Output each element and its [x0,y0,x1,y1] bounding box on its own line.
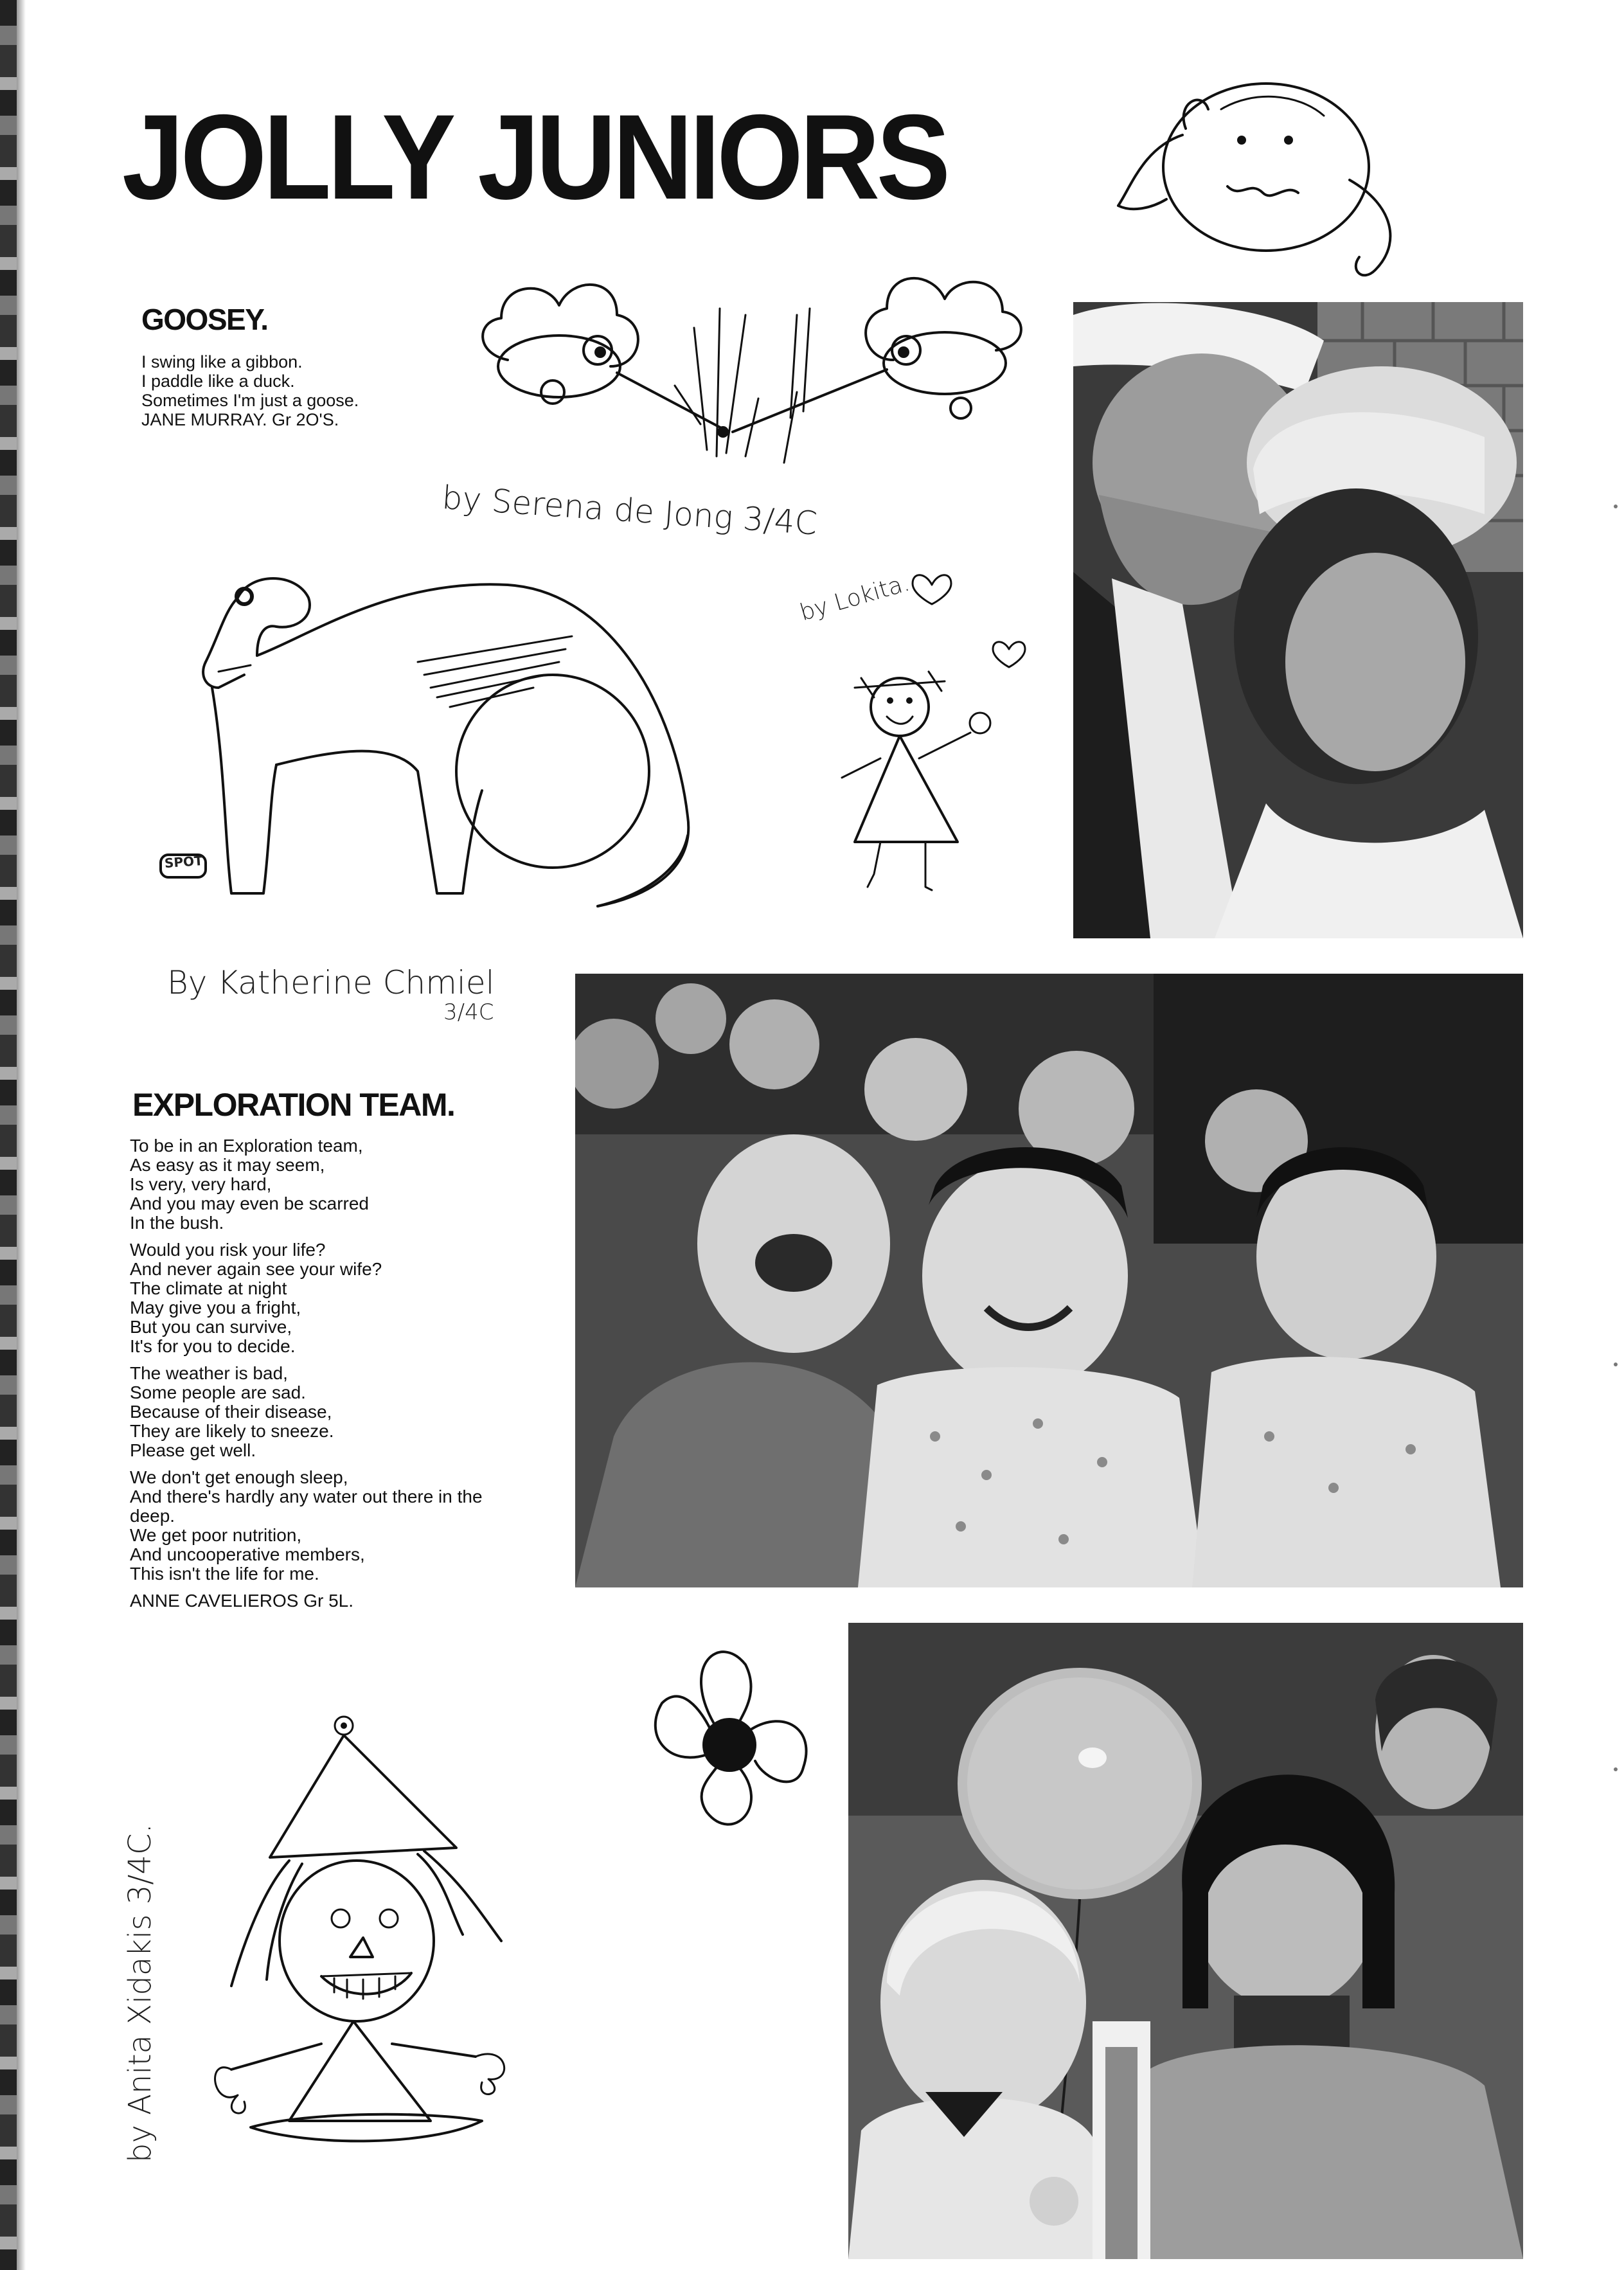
caption-katherine-line1: By Katherine Chmiel [167,964,495,1001]
goosey-line: I paddle like a duck. [141,371,295,391]
poem-line: Would you risk your life? [130,1240,326,1260]
clown-girl-drawing-icon [206,1710,630,2147]
poem-stanza [130,1240,483,1356]
goosey-author: JANE MURRAY. Gr 2O'S. [141,410,339,429]
poem-line: It's for you to decide. [130,1336,296,1356]
exploration-author: ANNE CAVELIEROS Gr 5L. [130,1591,354,1611]
poem-line: To be in an Exploration team, [130,1136,363,1156]
poem-line: Some people are sad. [130,1382,306,1402]
caption-anita: by Anita Xidakis 3/4C. [122,1823,158,2163]
caption-lokita: by Lokita. [797,569,913,627]
goosey-line: Sometimes I'm just a goose. [141,391,359,410]
photo-laughing-children [575,974,1523,1587]
poem-line: They are likely to sneeze. [130,1421,334,1441]
poem-line: We get poor nutrition, [130,1525,302,1545]
poem-line: And uncooperative members, [130,1544,365,1564]
goosey-poem-body [141,352,359,429]
poem-line: As easy as it may seem, [130,1155,325,1175]
poem-stanza [130,1468,483,1584]
poem-line: May give you a fright, [130,1298,301,1318]
edge-mark [1614,1767,1618,1771]
poem-line: This isn't the life for me. [130,1564,319,1584]
poem-line: Because of their disease, [130,1402,332,1422]
poem-line: Please get well. [130,1440,256,1460]
poem-line: deep. [130,1506,175,1526]
binding-shadow [17,0,26,2270]
binding-edge [0,0,17,2270]
poem-line: And never again see your wife? [130,1259,382,1279]
poem-line: The weather is bad, [130,1363,288,1383]
goosey-line: I swing like a gibbon. [141,352,303,371]
edge-mark [1614,1363,1618,1366]
poem-line: And there's hardly any water out there in the [130,1487,483,1506]
flower-doodle-icon [643,1639,816,1845]
exploration-poem-body [130,1136,483,1611]
poem-line: Is very, very hard, [130,1174,272,1194]
caption-serena: by Serena de Jong 3/4C [440,479,819,542]
exploration-poem-title: EXPLORATION TEAM. [132,1087,455,1123]
girl-face-doodle-icon [1105,77,1407,289]
photo-chef-and-girl [1073,302,1523,938]
dinosaur-tag: SPOT [164,852,204,871]
poem-line: In the bush. [130,1213,224,1233]
poem-stanza [130,1136,483,1233]
poem-line: We don't get enough sleep, [130,1467,348,1487]
goosey-poem-title: GOOSEY. [141,303,268,336]
photo-children-with-balloon [848,1623,1523,2259]
dinosaur-drawing-icon [148,559,739,919]
caption-katherine-line2: 3/4C [443,999,494,1025]
edge-mark [1614,505,1618,508]
poem-line: And you may even be scarred [130,1193,369,1213]
poem-line: The climate at night [130,1278,287,1298]
poem-stanza [130,1364,483,1460]
stick-figure-girl-drawing-icon [816,566,1048,913]
page-title: JOLLY JUNIORS [122,89,947,224]
twin-mice-drawing-icon [463,270,1041,463]
poem-line: But you can survive, [130,1317,292,1337]
